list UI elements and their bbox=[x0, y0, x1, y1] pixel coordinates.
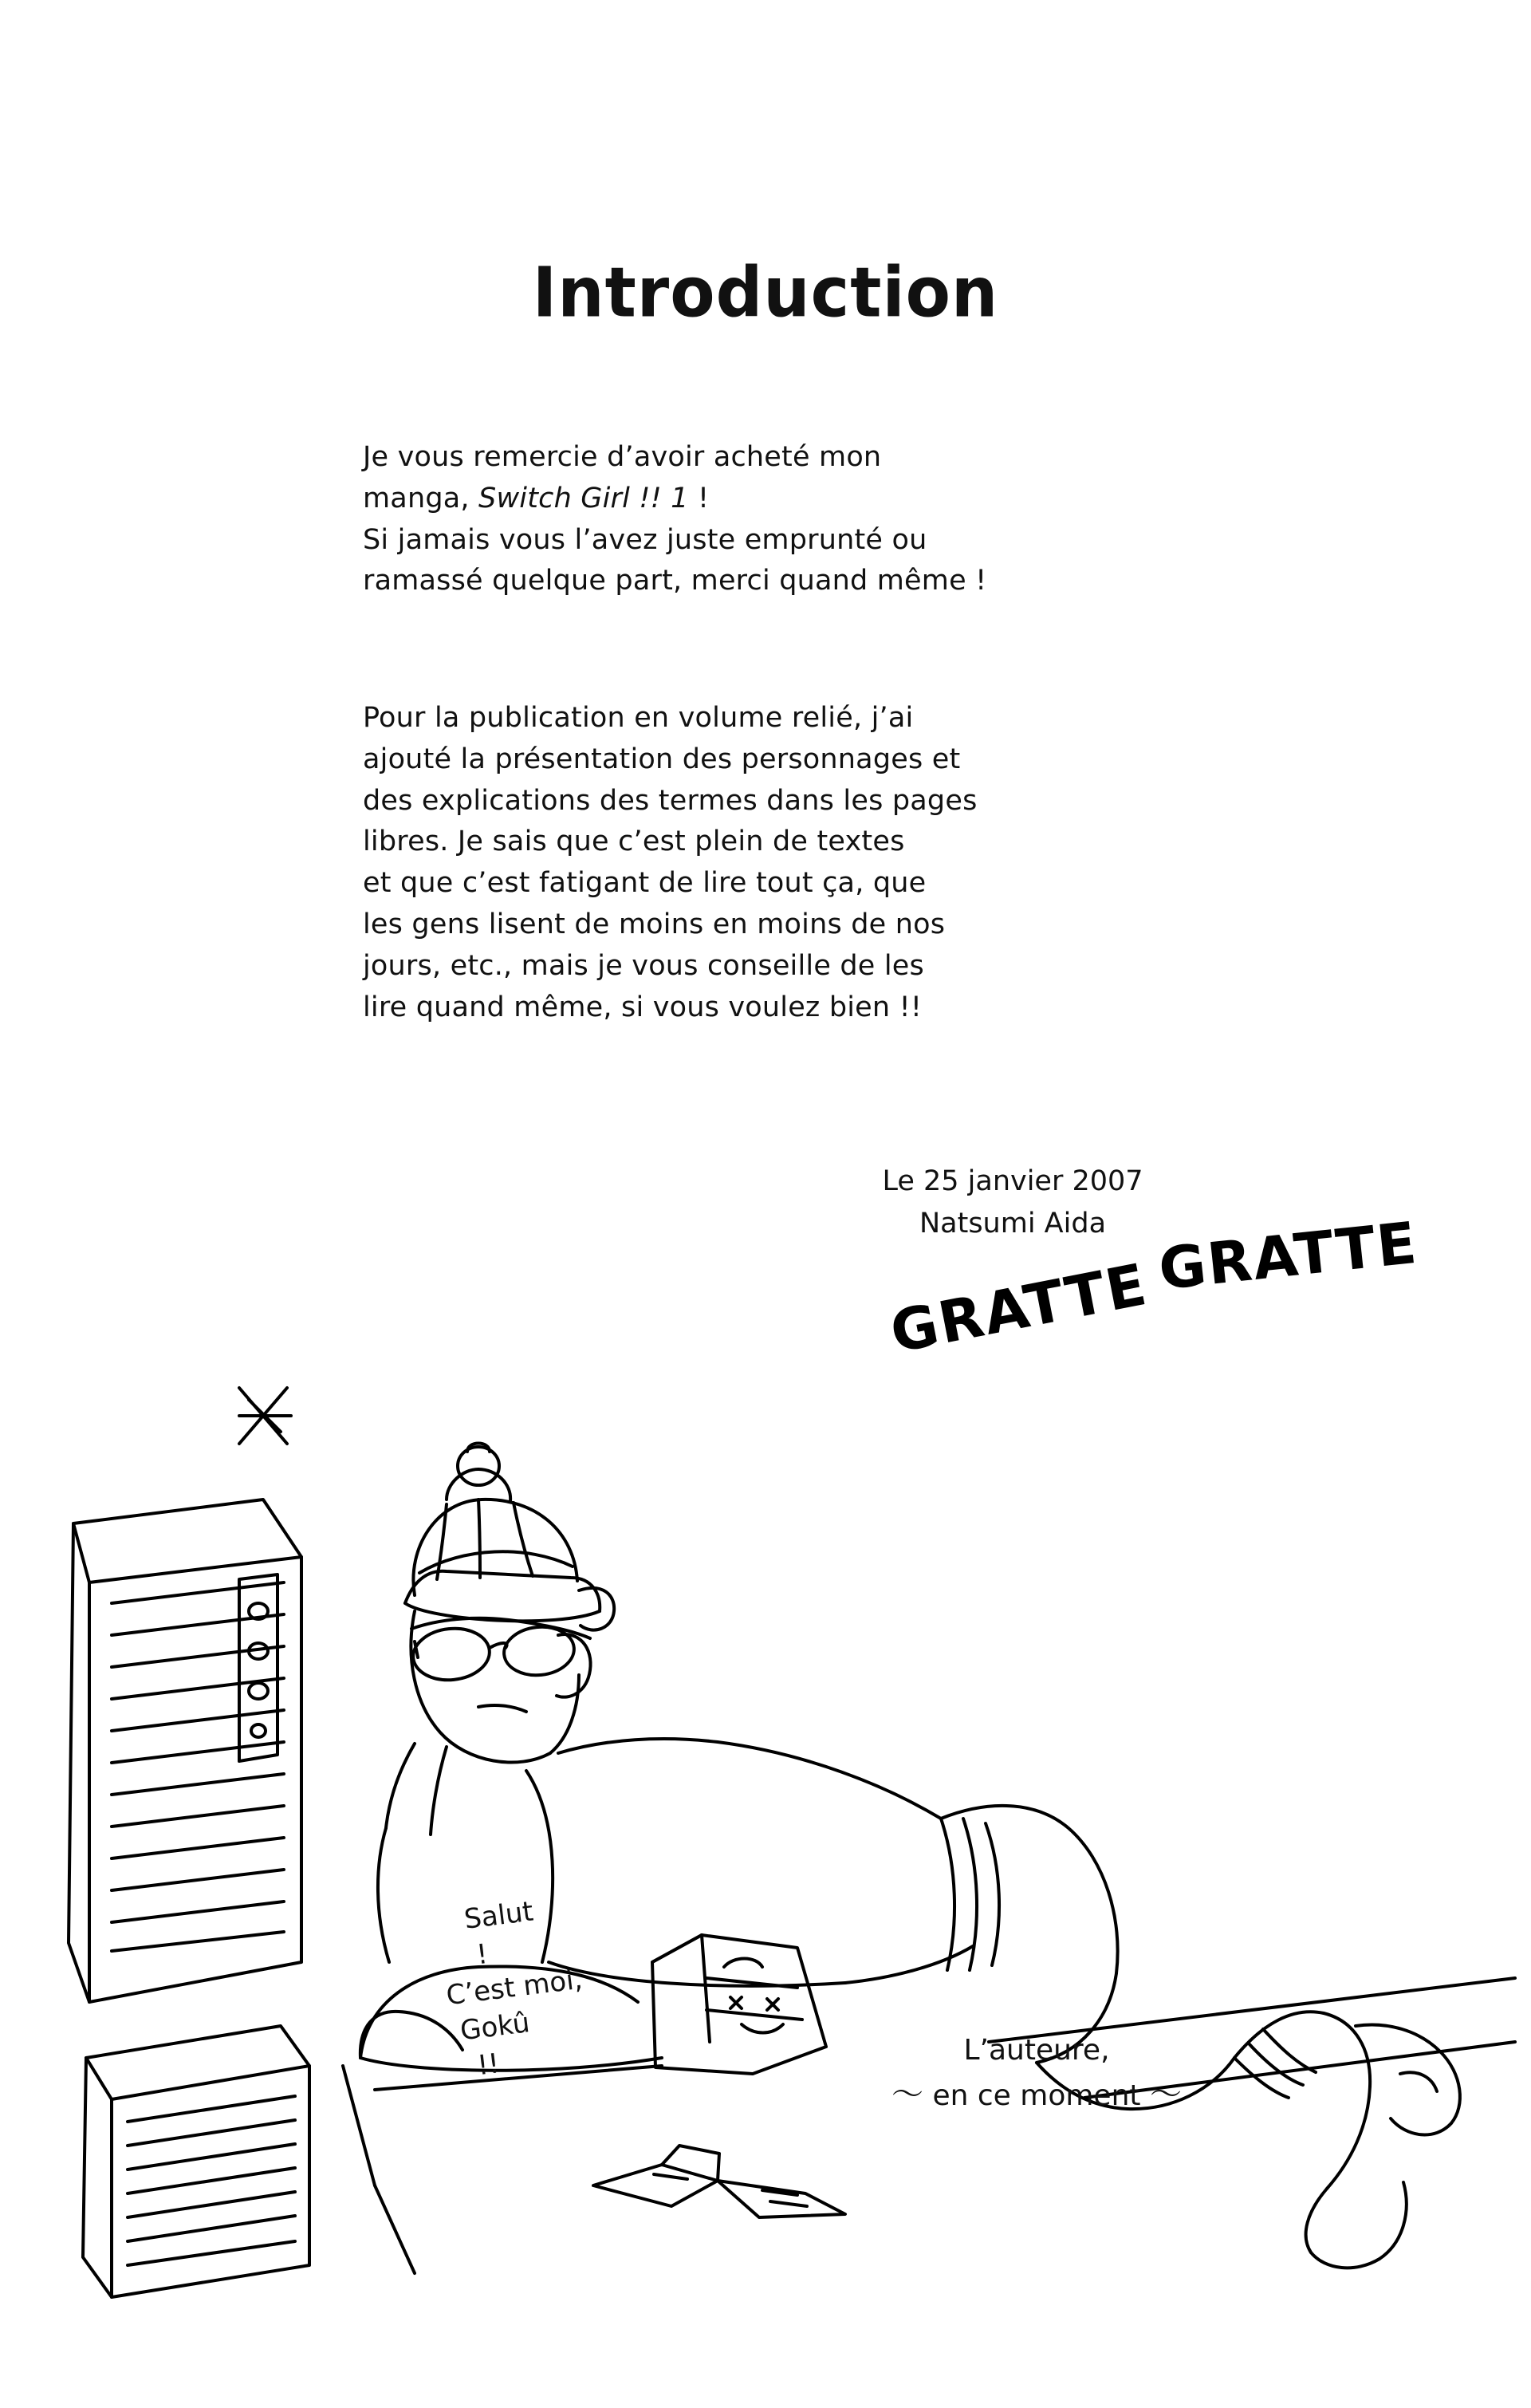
intro-p1-line-2 bbox=[363, 479, 1256, 520]
illustration-caption bbox=[813, 2030, 1260, 2118]
intro-p1-line-1: Je vous remercie d’avoir acheté mon bbox=[363, 441, 882, 473]
tv-speech-line-1: Salut bbox=[462, 1895, 535, 1936]
speech-tail bbox=[343, 2066, 415, 2273]
intro-p2-line-4: libres. Je sais que c’est plein de textes bbox=[363, 826, 905, 858]
intro-p2-line-1: Pour la publication en volume relié, j’ai bbox=[363, 702, 914, 734]
television-icon bbox=[69, 1500, 301, 2002]
tv-speech-line-5: !! bbox=[475, 2047, 502, 2082]
tv-stand-icon bbox=[83, 2026, 309, 2297]
tv-speech-line-4: Gokû bbox=[458, 2006, 532, 2047]
sound-effect-1: GRATTE bbox=[885, 1250, 1153, 1366]
caption-line-2 bbox=[813, 2071, 1260, 2118]
illustration-drawing bbox=[0, 1260, 1531, 2377]
intro-p2-line-8: lire quand même, si vous voulez bien !! bbox=[363, 991, 923, 1023]
caption-wave-right: 〜 bbox=[1149, 2076, 1182, 2114]
manga-title-italic: Switch Girl !! 1 bbox=[478, 482, 689, 514]
tv-speech-line-2: ! bbox=[474, 1937, 490, 1972]
tv-speech-text bbox=[431, 1881, 659, 2087]
caption-line-1: L’auteure, bbox=[963, 2034, 1110, 2067]
intro-p2-line-5: et que c’est fatigant de lire tout ça, que bbox=[363, 867, 927, 900]
intro-p1-line-4: ramassé quelque part, merci quand même ! bbox=[363, 565, 987, 597]
remote-control-icon bbox=[593, 2146, 845, 2217]
intro-paragraph-1 bbox=[363, 437, 1256, 602]
sparkle-icon bbox=[239, 1388, 291, 1444]
caption-line-2-text: en ce moment bbox=[932, 2079, 1141, 2113]
intro-p2-line-2: ajouté la présentation des personnages et bbox=[363, 743, 961, 775]
caption-wave-left: 〜 bbox=[891, 2076, 924, 2114]
intro-paragraph-2 bbox=[363, 698, 1256, 1028]
signature-date: Le 25 janvier 2007 bbox=[882, 1165, 1143, 1197]
intro-p2-line-6: les gens lisent de moins en moins de nos bbox=[363, 908, 946, 940]
tv-speech-line-3: C’est moi, bbox=[444, 1963, 584, 2012]
snack-bag-icon bbox=[652, 1935, 826, 2074]
intro-p1-line-2-text: manga, Switch Girl !! 1 ! bbox=[363, 482, 710, 514]
page-title bbox=[0, 255, 1531, 331]
intro-p2-line-7: jours, etc., mais je vous conseille de les bbox=[363, 949, 924, 982]
intro-p2-line-3: des explications des termes dans les pages bbox=[363, 784, 978, 817]
illustration bbox=[0, 1260, 1531, 2377]
page-title-text: Introduction bbox=[532, 253, 999, 333]
intro-p1-line-3: Si jamais vous l’avez juste emprunté ou bbox=[363, 523, 927, 556]
beanie-hat-icon bbox=[405, 1444, 614, 1630]
sunglasses-icon bbox=[411, 1618, 590, 1684]
mouth-icon bbox=[478, 1705, 526, 1712]
signature-author: Natsumi Aida bbox=[919, 1207, 1107, 1239]
sound-effect-2: GRATTE bbox=[1155, 1208, 1421, 1303]
